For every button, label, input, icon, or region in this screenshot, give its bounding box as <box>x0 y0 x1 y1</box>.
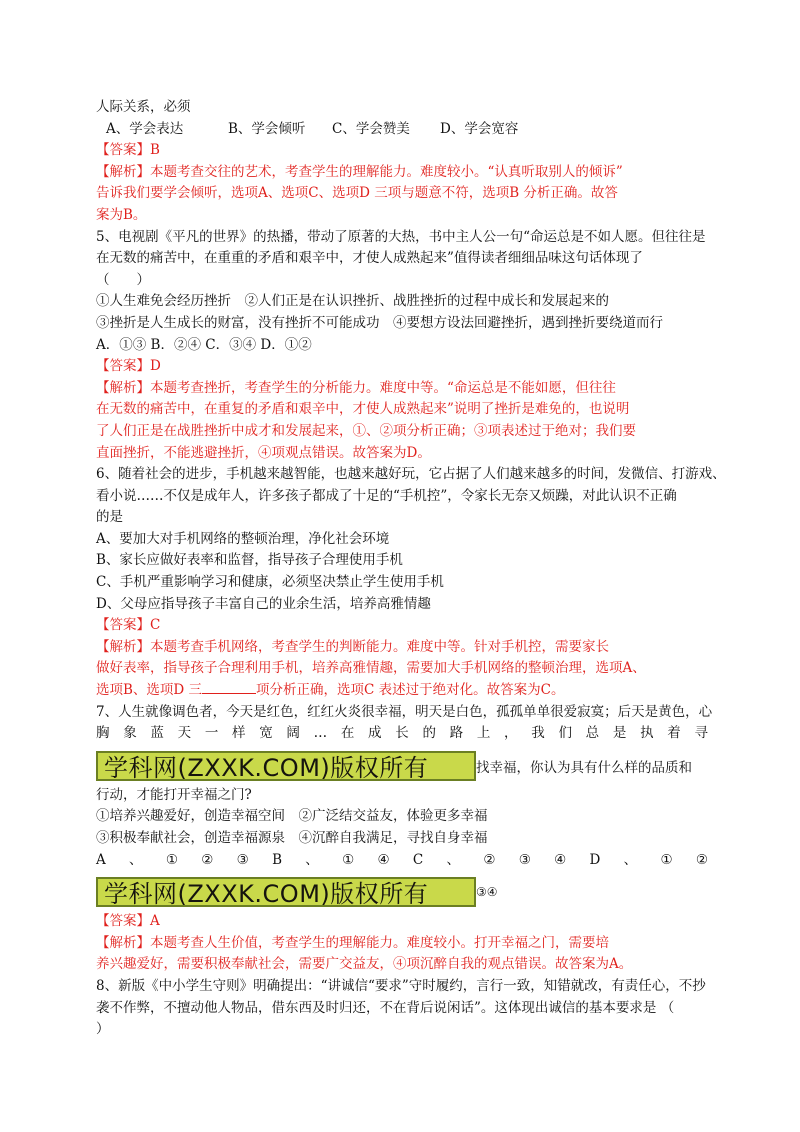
question-6-analysis-line <box>96 680 708 702</box>
justified-glyph: 、 <box>623 851 638 868</box>
justified-glyph: A <box>96 851 106 868</box>
justified-glyph: 路 <box>449 725 464 742</box>
question-5-statement: ③挫折是人生成长的财富，没有挫折不可能成功 ④要想方设法回避挫折，遇到挫折要绕道而行 <box>96 314 663 331</box>
question-5-analysis-line: 直面挫折，不能逃避挫折，④项观点错误。故答案为D。 <box>96 444 431 461</box>
justified-glyph: ， <box>504 725 518 742</box>
question-4-analysis-line: 案为B。 <box>96 206 147 223</box>
question-8-stem: 袭不作弊，不擅动他人物品，借东西及时归还，不在背后说闲话”。这体现出诚信的基本要求是 （ <box>96 999 675 1016</box>
question-6-stem: 的是 <box>96 509 123 526</box>
justified-glyph: ③ <box>518 851 531 868</box>
justified-glyph: 的 <box>422 725 436 742</box>
question-7-statement: ③积极奉献社会，创造幸福源泉 ④沉醉自我满足，寻找自身幸福 <box>96 830 488 846</box>
question-6-analysis-line: 【解析】本题考查手机网络，考查学生的判断能力。难度中等。针对手机控，需要家长 <box>96 638 609 655</box>
justified-glyph: 象 <box>123 725 137 742</box>
question-7-stem: 找幸福，你认为具有什么样的品质和 <box>476 759 692 776</box>
justified-glyph: 我 <box>531 725 545 742</box>
justified-glyph: 宽 <box>259 725 273 742</box>
question-7-watermark-row <box>96 875 708 909</box>
question-7-watermark-row <box>96 749 708 783</box>
justified-glyph: 样 <box>232 725 246 742</box>
question-7-options-justified <box>96 850 708 872</box>
question-8-stem: ） <box>96 1021 110 1038</box>
justified-glyph: 长 <box>395 725 409 742</box>
question-7-statement: ①培养兴趣爱好，创造幸福空间 ②广泛结交益友，体验更多幸福 <box>96 808 488 825</box>
option-d: D、学会宽容 <box>440 120 519 137</box>
watermark-banner: 学科网(ZXXK.COM)版权所有 <box>96 877 476 907</box>
blank-underline <box>202 681 256 694</box>
justified-glyph: 、 <box>446 851 461 868</box>
justified-glyph: ② <box>483 851 496 868</box>
justified-glyph: ④ <box>554 851 567 868</box>
justified-glyph: ① <box>342 851 355 868</box>
option-a: A、学会表达 <box>106 120 184 137</box>
question-6-option-a: A、要加大对手机网络的整顿治理，净化社会环境 <box>96 530 390 547</box>
question-7-stem: 行动，才能打开幸福之门? <box>96 786 252 803</box>
watermark-banner: 学科网(ZXXK.COM)版权所有 <box>96 751 476 781</box>
question-4-answer: 【答案】B <box>96 142 160 159</box>
question-4-analysis-line: 告诉我们要学会倾听，选项A、选项C、选项D 三项与题意不符，选项B 分析正确。故答 <box>96 185 618 202</box>
justified-glyph: … <box>313 725 328 742</box>
question-6-option-d: D、父母应指导孩子丰富自己的业余生活，培养高雅情趣 <box>96 595 431 612</box>
justified-glyph: 是 <box>612 725 627 742</box>
question-7-stem-justified <box>96 723 708 745</box>
question-8-stem: 8、新版《中小学生守则》明确提出：“讲诚信“要求”守时履约，言行一致，知错就改，有责任心，不抄 <box>96 977 706 994</box>
question-5-analysis-line: 了人们正是在战胜挫折中成才和发展起来，①、②项分析正确；③项表述过于绝对；我们要 <box>96 422 636 439</box>
question-6-answer: 【答案】C <box>96 617 161 634</box>
question-4-options <box>96 119 708 141</box>
justified-glyph: ③ <box>236 851 249 868</box>
justified-glyph: 成 <box>368 725 382 742</box>
question-5-options: A．①③ B．②④ C．③④ D．①② <box>96 336 312 353</box>
justified-glyph: 一 <box>204 725 219 742</box>
question-7-stem: 7、人生就像调色者，今天是红色，红红火炎很幸福，明天是白色，孤孤单单很爱寂寞；后天是黄色，心 <box>96 703 713 720</box>
justified-glyph: 阔 <box>286 725 300 742</box>
justified-glyph: 、 <box>305 851 319 868</box>
justified-glyph: 在 <box>340 725 355 742</box>
justified-glyph: 着 <box>667 725 681 742</box>
justified-glyph: 上 <box>476 725 491 742</box>
question-5-answer: 【答案】D <box>96 358 161 375</box>
question-4-stem-tail: 人际关系，必须 <box>96 99 191 115</box>
justified-glyph: 总 <box>585 725 600 742</box>
justified-glyph: 们 <box>558 725 572 742</box>
question-4-analysis-line: 【解析】本题考查交往的艺术，考查学生的理解能力。难度较小。“认真听取别人的倾诉” <box>96 163 623 180</box>
justified-glyph: ① <box>660 851 673 868</box>
question-6-stem: 6、随着社会的进步，手机越来越智能，也越来越好玩，它占据了人们越来越多的时间，发微信、打游戏、 <box>96 466 726 483</box>
justified-glyph: ② <box>695 851 708 868</box>
option-b: B、学会倾听 <box>228 120 306 137</box>
question-5-statement: ①人生难免会经历挫折 ②人们正是在认识挫折、战胜挫折的过程中成长和发展起来的 <box>96 293 609 310</box>
question-5-blank: （ ） <box>96 271 150 288</box>
justified-glyph: 天 <box>177 725 192 742</box>
question-7-analysis-line: 【解析】本题考查人生价值，考查学生的理解能力。难度较小。打开幸福之门，需要培 <box>96 934 609 951</box>
question-5-analysis-line: 【解析】本题考查挫折，考查学生的分析能力。难度中等。“命运总是不能如愿，但往往 <box>96 379 616 396</box>
question-7-answer: 【答案】A <box>96 913 160 930</box>
analysis-text: 选项B、选项D 三 <box>96 682 203 699</box>
question-5-stem: 在无数的痛苦中，在重重的矛盾和艰辛中，才使人成熟起来”值得读者细细品味这句话体现了 <box>96 250 643 267</box>
justified-glyph: C <box>412 851 424 868</box>
justified-glyph: ④ <box>377 851 390 868</box>
justified-glyph: 胸 <box>96 725 110 742</box>
question-7-analysis-line: 养兴趣爱好，需要积极奉献社会，需要广交益友，④项沉醉自我的观点错误。故答案为A。 <box>96 956 633 973</box>
option-c: C、学会赞美 <box>332 120 410 137</box>
analysis-text: 项分析正确，选项C 表述过于绝对化。故答案为C。 <box>256 682 565 699</box>
question-7-option-tail: ③④ <box>476 885 498 900</box>
question-5-analysis-line: 在无数的痛苦中，在重复的矛盾和艰辛中，才使人成熟起来”说明了挫折是难免的，也说明 <box>96 401 630 418</box>
question-5-stem: 5、电视剧《平凡的世界》的热播，带动了原著的大热，书中主人公一句“命运总是不如人愿。但往往是 <box>96 228 706 245</box>
justified-glyph: D <box>589 851 601 868</box>
question-6-analysis-line: 做好表率，指导孩子合理利用手机，培养高雅情趣，需要加大手机网络的整顿治理，选项A、 <box>96 660 646 677</box>
justified-glyph: 、 <box>129 851 143 868</box>
justified-glyph: 寻 <box>694 725 708 742</box>
question-6-option-c: C、手机严重影响学习和健康，必须坚决禁止学生使用手机 <box>96 574 444 591</box>
justified-glyph: ① <box>165 851 178 868</box>
justified-glyph: 执 <box>640 725 654 742</box>
justified-glyph: 蓝 <box>150 725 164 742</box>
justified-glyph: B <box>272 851 282 868</box>
question-6-stem: 看小说……不仅是成年人，许多孩子都成了十足的“手机控”，令家长无奈又烦躁，对此认识不正确 <box>96 487 677 504</box>
document-page <box>96 97 726 1041</box>
justified-glyph: ② <box>201 851 214 868</box>
question-6-option-b: B、家长应做好表率和监督，指导孩子合理使用手机 <box>96 552 403 569</box>
